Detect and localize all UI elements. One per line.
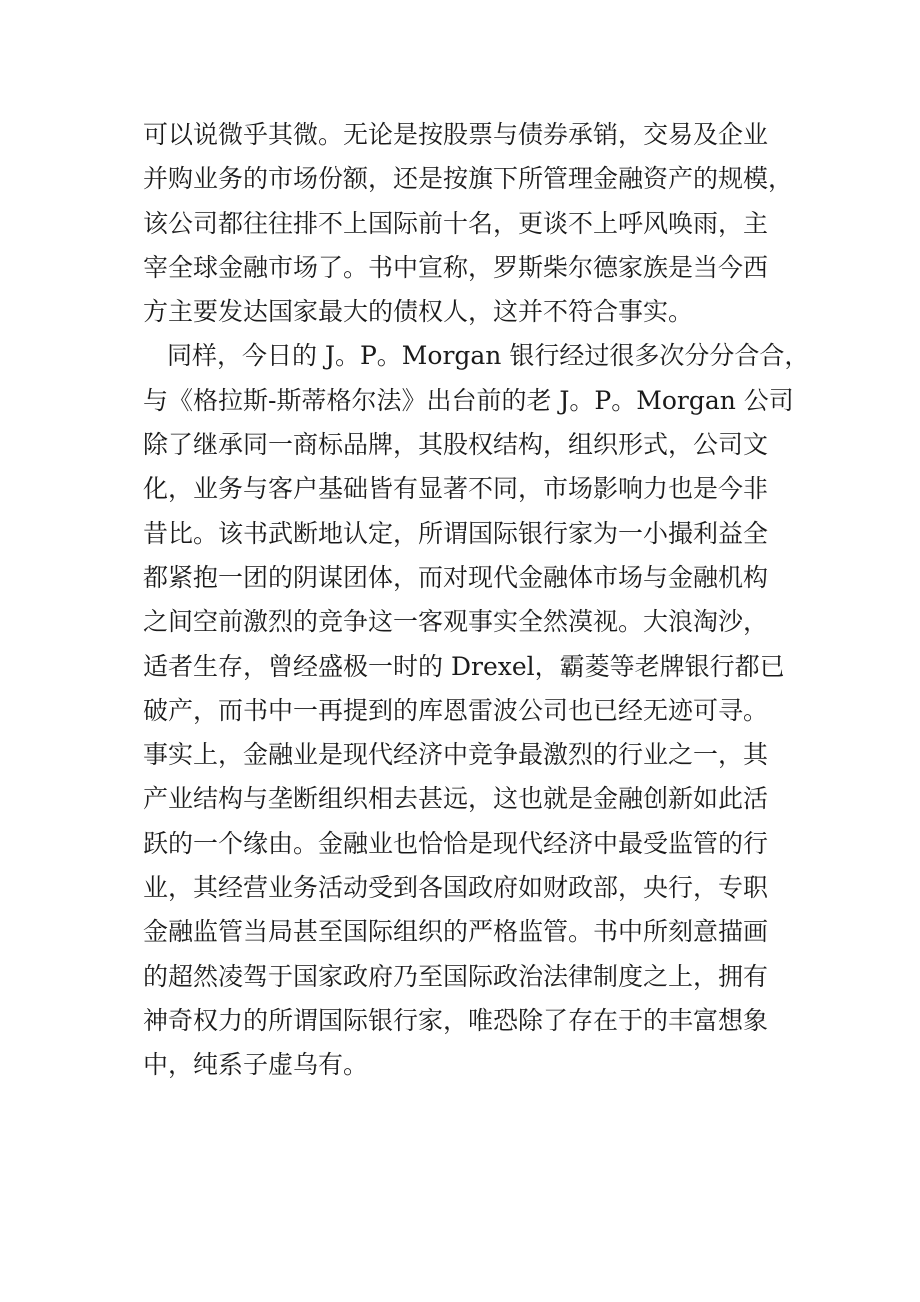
text-line: 产业结构与垄断组织相去甚远，这也就是金融创新如此活 <box>143 784 769 814</box>
paragraph-2 <box>143 334 810 1087</box>
text-line: 昔比。该书武断地认定，所谓国际银行家为一小撮利益全 <box>143 518 769 548</box>
text-line: 事实上，金融业是现代经济中竞争最激烈的行业之一，其 <box>143 740 769 770</box>
text-line: 中，纯系子虚乌有。 <box>143 1050 369 1080</box>
text-line: 破产，而书中一再提到的库恩雷波公司也已经无迹可寻。 <box>143 695 769 725</box>
text-line: 方主要发达国家最大的债权人，这并不符合事实。 <box>143 297 694 327</box>
text-line: 化，业务与客户基础皆有显著不同，市场影响力也是今非 <box>143 474 769 504</box>
text-line: 跃的一个缘由。金融业也恰恰是现代经济中最受监管的行 <box>143 828 769 858</box>
text-line: 并购业务的市场份额，还是按旗下所管理金融资产的规模， <box>143 164 794 194</box>
text-line: 业，其经营业务活动受到各国政府如财政部，央行，专职 <box>143 873 769 903</box>
text-line: 可以说微乎其微。无论是按股票与债券承销，交易及企业 <box>143 120 769 149</box>
text-line: 神奇权力的所谓国际银行家，唯恐除了存在于的丰富想象 <box>143 1005 769 1035</box>
body-text <box>143 113 810 1088</box>
text-line: 除了继承同一商标品牌，其股权结构，组织形式，公司文 <box>143 430 769 460</box>
text-line: 之间空前激烈的竞争这一客观事实全然漠视。大浪淘沙， <box>143 607 769 637</box>
text-line: 的超然凌驾于国家政府乃至国际政治法律制度之上，拥有 <box>143 961 769 991</box>
text-line: 同样，今日的 J。P。Morgan 银行经过很多次分分合合， <box>167 341 810 371</box>
paragraph-1 <box>143 113 794 334</box>
text-line: 都紧抱一团的阴谋团体，而对现代金融体市场与金融机构 <box>143 562 769 592</box>
text-line: 与《格拉斯-斯蒂格尔法》出台前的老 J。P。Morgan 公司 <box>143 385 794 415</box>
text-line: 适者生存，曾经盛极一时的 Drexel，霸菱等老牌银行都已 <box>143 651 785 681</box>
text-line: 宰全球金融市场了。书中宣称，罗斯柴尔德家族是当今西 <box>143 252 769 282</box>
text-line: 金融监管当局甚至国际组织的严格监管。书中所刻意描画 <box>143 917 769 947</box>
text-line: 该公司都往往排不上国际前十名，更谈不上呼风唤雨，主 <box>143 208 769 238</box>
